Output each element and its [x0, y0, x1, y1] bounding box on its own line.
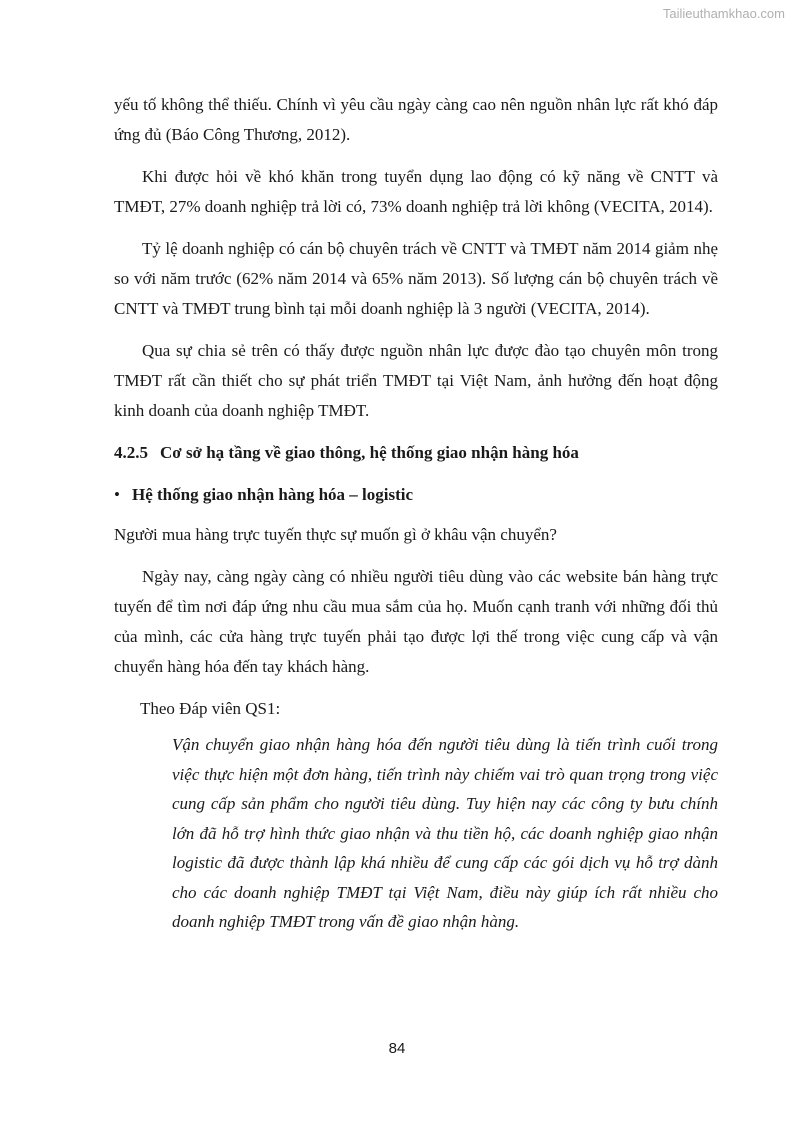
quote-intro: Theo Đáp viên QS1: [140, 699, 281, 718]
bullet-text: Hệ thống giao nhận hàng hóa – logistic [132, 485, 414, 504]
page-body [114, 90, 718, 937]
watermark-text: Tailieuthamkhao.com [662, 6, 785, 21]
section-heading [114, 438, 718, 468]
section-title: Cơ sở hạ tầng về giao thông, hệ thống giao nhận hàng hóa [160, 443, 579, 462]
paragraph-continuation: yếu tố không thể thiếu. Chính vì yêu cầu ngày càng cao nên nguồn nhân lực rất khó đáp ứng đủ (Báo Công Thương, 2012). [114, 95, 718, 144]
paragraph-conclusion: Qua sự chia sẻ trên có thấy được nguồn nhân lực được đào tạo chuyên môn trong TMĐT rất cần thiết cho sự phát triển TMĐT tại Việt Nam, ảnh hưởng đến hoạt động kinh doanh của doanh nghiệp TMĐT. [114, 341, 718, 420]
question-line: Người mua hàng trực tuyến thực sự muốn gì ở khâu vận chuyển? [114, 525, 557, 544]
paragraph-online-shopping: Ngày nay, càng ngày càng có nhiều người tiêu dùng vào các website bán hàng trực tuyến để tìm nơi đáp ứng nhu cầu mua sắm của họ. Muốn cạnh tranh với những đối thủ của mình, các cửa hàng trực tuyến phải tạo được lợi thế trong việc cung cấp và vận chuyển hàng hóa đến tay khách hàng. [114, 567, 718, 676]
page-number: 84 [388, 1040, 406, 1057]
section-number: 4.2.5 [114, 443, 148, 462]
interview-quote: Vận chuyển giao nhận hàng hóa đến người tiêu dùng là tiến trình cuối trong việc thực hiện một đơn hàng, tiến trình này chiếm vai trò quan trọng trong việc cung cấp sản phẩm cho người tiêu dùng. Tuy hiện nay các công ty bưu chính lớn đã hỗ trợ hình thức giao nhận và thu tiền hộ, các doanh nghiệp giao nhận logistic đã được thành lập khá nhiều để cung cấp các gói dịch vụ hỗ trợ dành cho các doanh nghiệp TMĐT tại Việt Nam, điều này giúp ích rất nhiều cho doanh nghiệp TMĐT trong vấn đề giao nhận hàng. [172, 735, 718, 931]
paragraph-staff-ratio: Tỷ lệ doanh nghiệp có cán bộ chuyên trách về CNTT và TMĐT năm 2014 giảm nhẹ so với năm trước (62% năm 2014 và 65% năm 2013). Số lượng cán bộ chuyên trách về CNTT và TMĐT trung bình tại mỗi doanh nghiệp là 3 người (VECITA, 2014). [114, 239, 718, 318]
bullet-icon: • [114, 485, 120, 504]
paragraph-recruitment-difficulty: Khi được hỏi về khó khăn trong tuyển dụng lao động có kỹ năng về CNTT và TMĐT, 27% doanh nghiệp trả lời có, 73% doanh nghiệp trả lời không (VECITA, 2014). [114, 167, 718, 216]
bullet-item [114, 480, 718, 510]
